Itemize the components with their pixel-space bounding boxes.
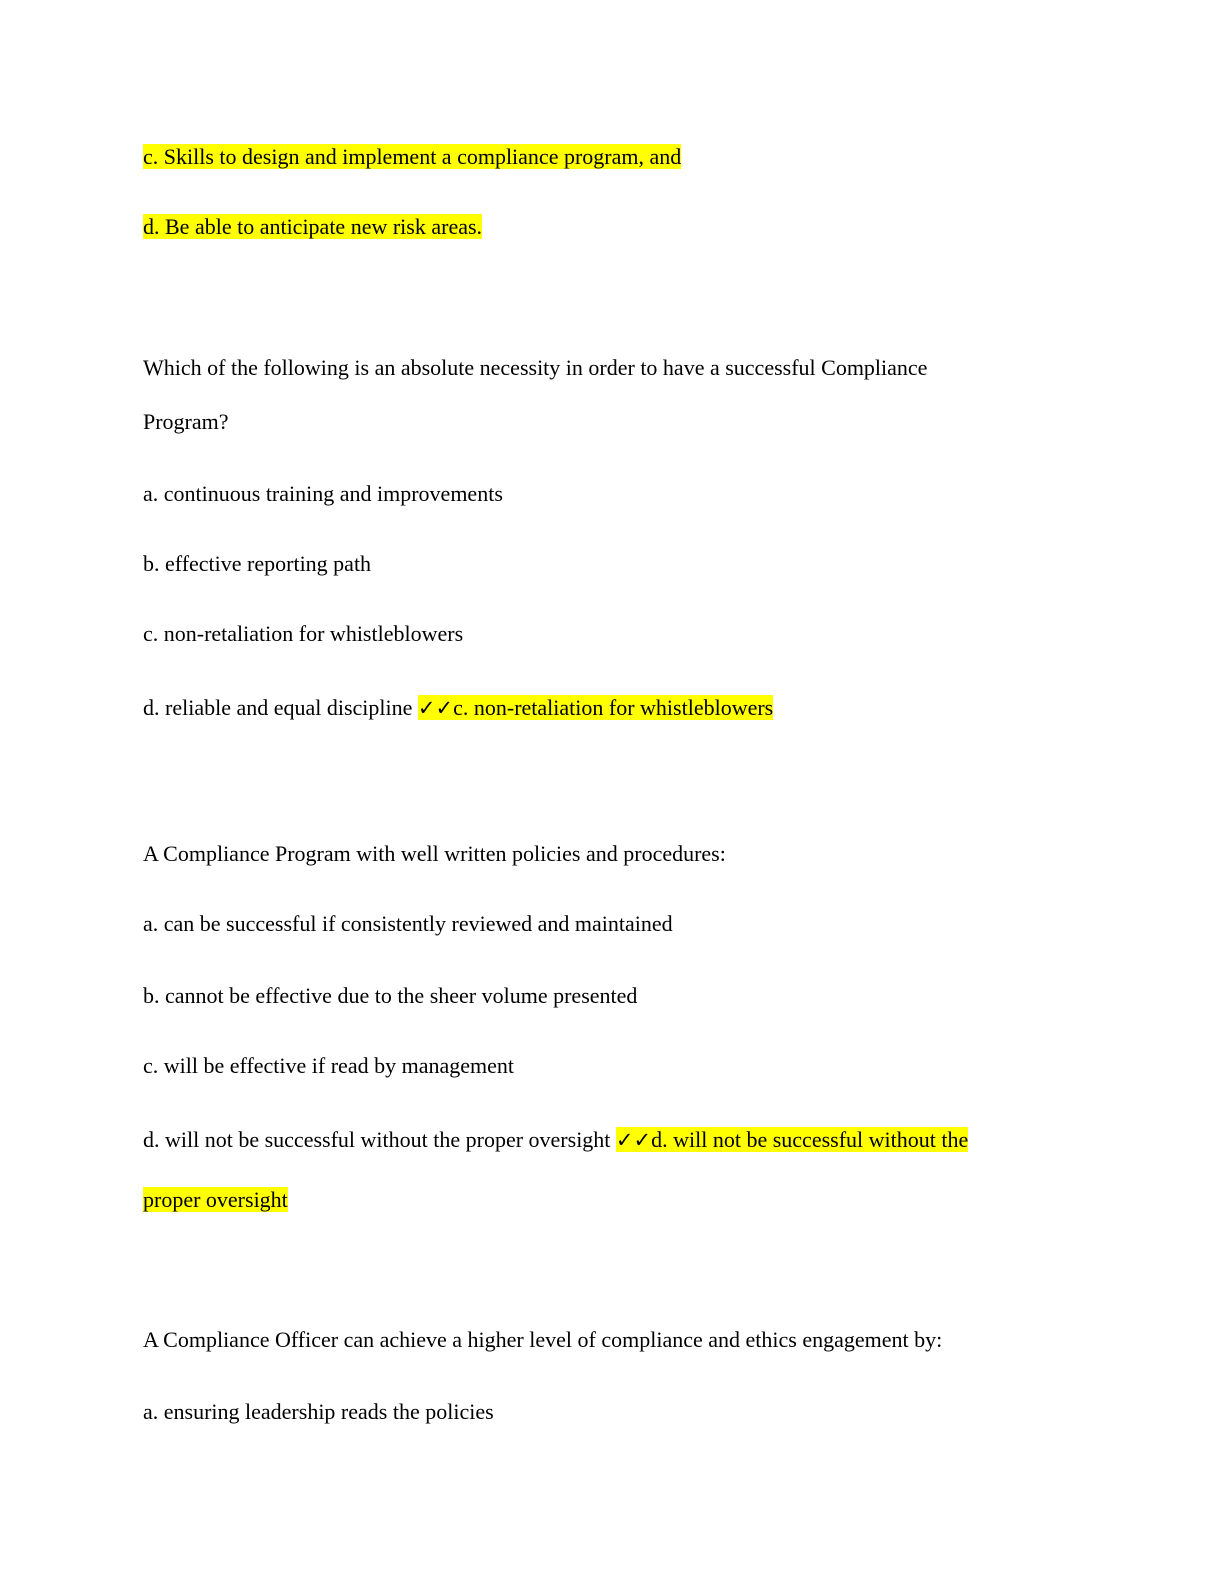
question-1-option-a: a. continuous training and improvements <box>143 481 503 506</box>
option-d-text: d. reliable and equal discipline <box>143 695 418 720</box>
answer-text: d. will not be successful without the <box>651 1127 969 1152</box>
question-2-text: A Compliance Program with well written policies and procedures: <box>143 841 726 866</box>
option-d-text: d. will not be successful without the proper oversight <box>143 1127 616 1152</box>
answer-text: c. non-retaliation for whistleblowers <box>453 695 774 720</box>
answer-highlight <box>418 695 773 720</box>
answer-line-c <box>143 143 681 171</box>
check-mark-icon: ✓✓ <box>417 696 454 720</box>
highlighted-text: d. Be able to anticipate new risk areas. <box>143 214 483 239</box>
question-3-text: A Compliance Officer can achieve a higher level of compliance and ethics engagement by: <box>143 1327 943 1352</box>
question-3-option-a: a. ensuring leadership reads the policies <box>143 1399 494 1424</box>
question-1-option-b: b. effective reporting path <box>143 551 372 576</box>
answer-highlight: proper oversight <box>143 1187 288 1212</box>
highlighted-text: c. Skills to design and implement a compliance program, and <box>143 144 682 169</box>
question-2-option-c: c. will be effective if read by management <box>143 1053 514 1078</box>
question-1-text-cont: Program? <box>143 409 229 434</box>
question-2-answer-cont <box>143 1186 288 1214</box>
question-2-option-d <box>143 1126 968 1154</box>
question-1-option-d <box>143 694 773 722</box>
answer-line-d <box>143 213 482 241</box>
check-mark-icon: ✓✓ <box>615 1128 652 1152</box>
question-1-text: Which of the following is an absolute necessity in order to have a successful Compliance <box>143 355 928 380</box>
question-1-option-c: c. non-retaliation for whistleblowers <box>143 621 464 646</box>
question-2-option-b: b. cannot be effective due to the sheer volume presented <box>143 983 638 1008</box>
answer-highlight <box>616 1127 968 1152</box>
question-2-option-a: a. can be successful if consistently reviewed and maintained <box>143 911 673 936</box>
